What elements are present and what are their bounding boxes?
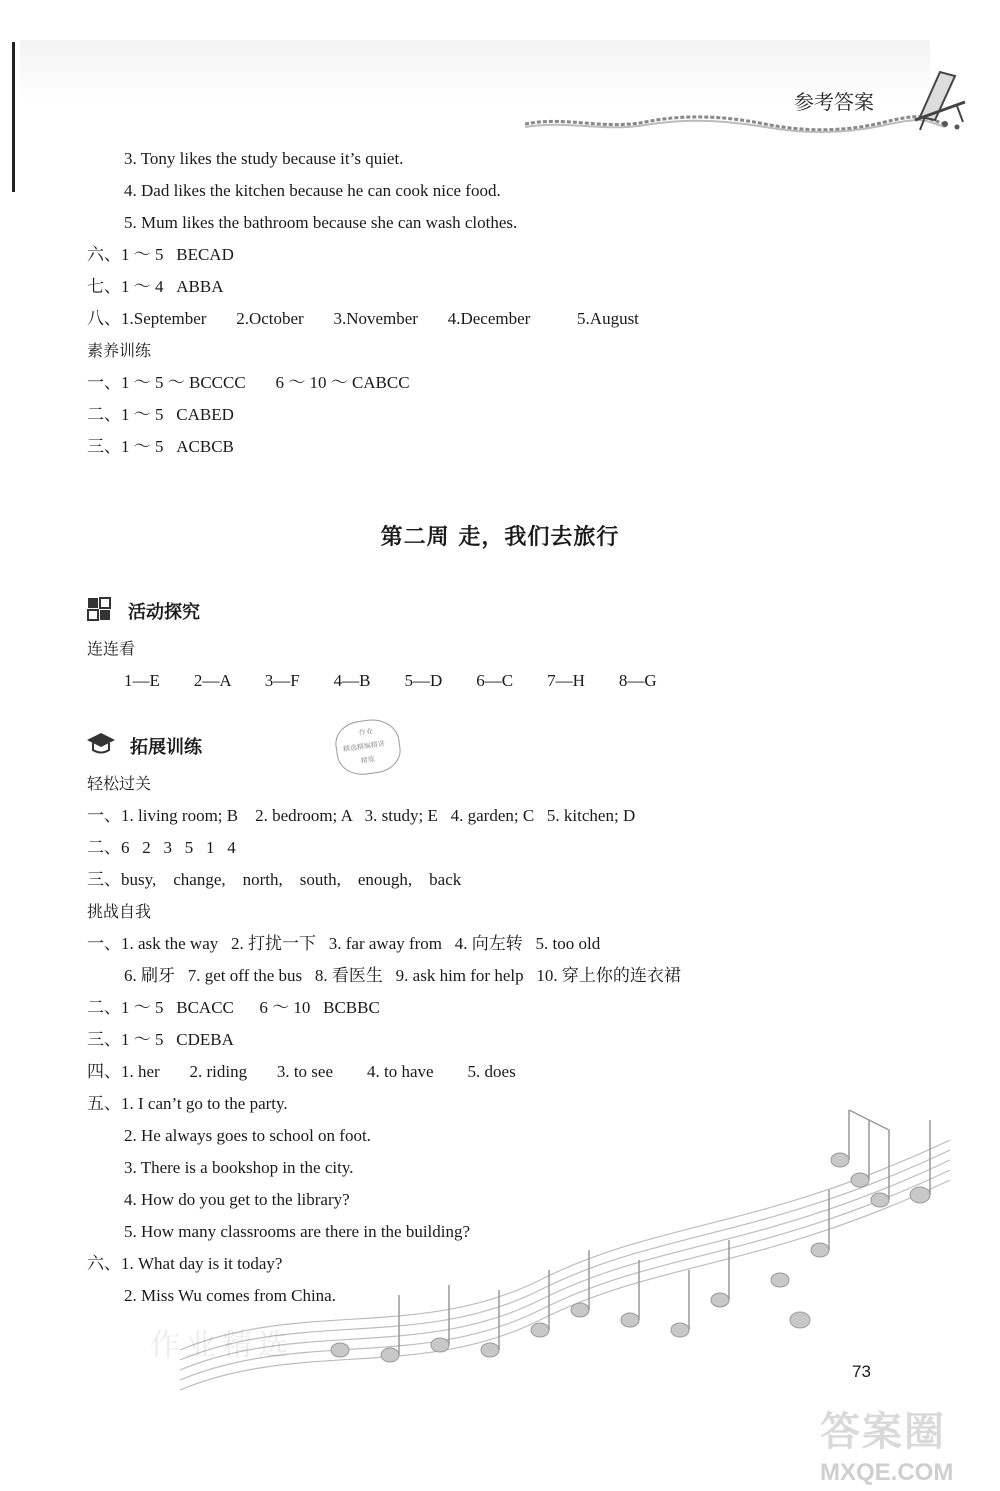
answer-line: 八、1.September 2.October 3.November 4.December 5.August [87, 309, 639, 328]
answer-line: 二、1 ～ 5 CABED [87, 405, 234, 424]
answer-line: 一、1. ask the way 2. 打扰一下 3. far away from 4. 向左转 5. too old [87, 934, 601, 953]
answer-line: 2. Miss Wu comes from China. [124, 1286, 336, 1305]
subsection-label: 素养训练 [87, 341, 152, 360]
watermark-logo [820, 1400, 953, 1487]
puzzle-icon [86, 596, 112, 622]
answer-line: 5. How many classrooms are there in the building? [124, 1222, 471, 1241]
graduation-cap-icon [86, 731, 116, 755]
answer-line: 二、1 ～ 5 BCACC 6 ～ 10 BCBBC [87, 998, 380, 1017]
header-title: 参考答案 [794, 90, 874, 114]
homework-stamp: 作业 精选精编精讲 精炼 [333, 716, 404, 778]
activity-heading: 活动探究 [128, 602, 200, 623]
beach-chair-icon [905, 62, 975, 132]
answer-line: 6. 刷牙 7. get off the bus 8. 看医生 9. ask him for help 10. 穿上你的连衣裙 [124, 966, 681, 985]
answer-line: 七、1 ～ 4 ABBA [87, 277, 224, 296]
watermark-left: 作业精选 [150, 1328, 294, 1363]
answer-line: 4. How do you get to the library? [124, 1190, 350, 1209]
answer-line: 六、1. What day is it today? [87, 1254, 283, 1273]
answer-line: 4. Dad likes the kitchen because he can cook nice food. [124, 181, 501, 200]
answer-line: 3. Tony likes the study because it’s quiet. [124, 149, 404, 168]
answer-line: 六、1 ～ 5 BECAD [87, 245, 234, 264]
matching-answers: 1—E 2—A 3—F 4—B 5—D 6—C 7—H 8—G [124, 671, 657, 690]
answer-line: 三、busy, change, north, south, enough, back [87, 870, 462, 889]
answer-line: 一、1. living room; B 2. bedroom; A 3. study; E 4. garden; C 5. kitchen; D [87, 806, 636, 825]
page-number: 73 [852, 1362, 871, 1381]
answer-line: 三、1 ～ 5 ACBCB [87, 437, 234, 456]
subsection-label: 轻松过关 [87, 774, 152, 793]
watermark-url: MXQE.COM [820, 1459, 954, 1486]
binding-edge [12, 42, 15, 192]
section-title: 第二周 走，我们去旅行 [380, 525, 620, 550]
answer-line: 五、1. I can’t go to the party. [87, 1094, 288, 1113]
answer-line: 5. Mum likes the bathroom because she can wash clothes. [124, 213, 518, 232]
subsection-label: 挑战自我 [87, 902, 152, 921]
extension-heading: 拓展训练 [130, 737, 202, 758]
subsection-label: 连连看 [87, 639, 136, 658]
answer-line: 四、1. her 2. riding 3. to see 4. to have 5. does [87, 1062, 516, 1081]
watermark-logo-text: 答案圈 [820, 1409, 946, 1455]
answer-line: 二、6 2 3 5 1 4 [87, 838, 236, 857]
answer-line: 三、1 ～ 5 CDEBA [87, 1030, 234, 1049]
answer-line: 3. There is a bookshop in the city. [124, 1158, 354, 1177]
answer-line: 一、1 ～ 5 ～ BCCCC 6 ～ 10 ～ CABCC [87, 373, 410, 392]
answer-line: 2. He always goes to school on foot. [124, 1126, 371, 1145]
header-wave-decoration [525, 112, 945, 138]
